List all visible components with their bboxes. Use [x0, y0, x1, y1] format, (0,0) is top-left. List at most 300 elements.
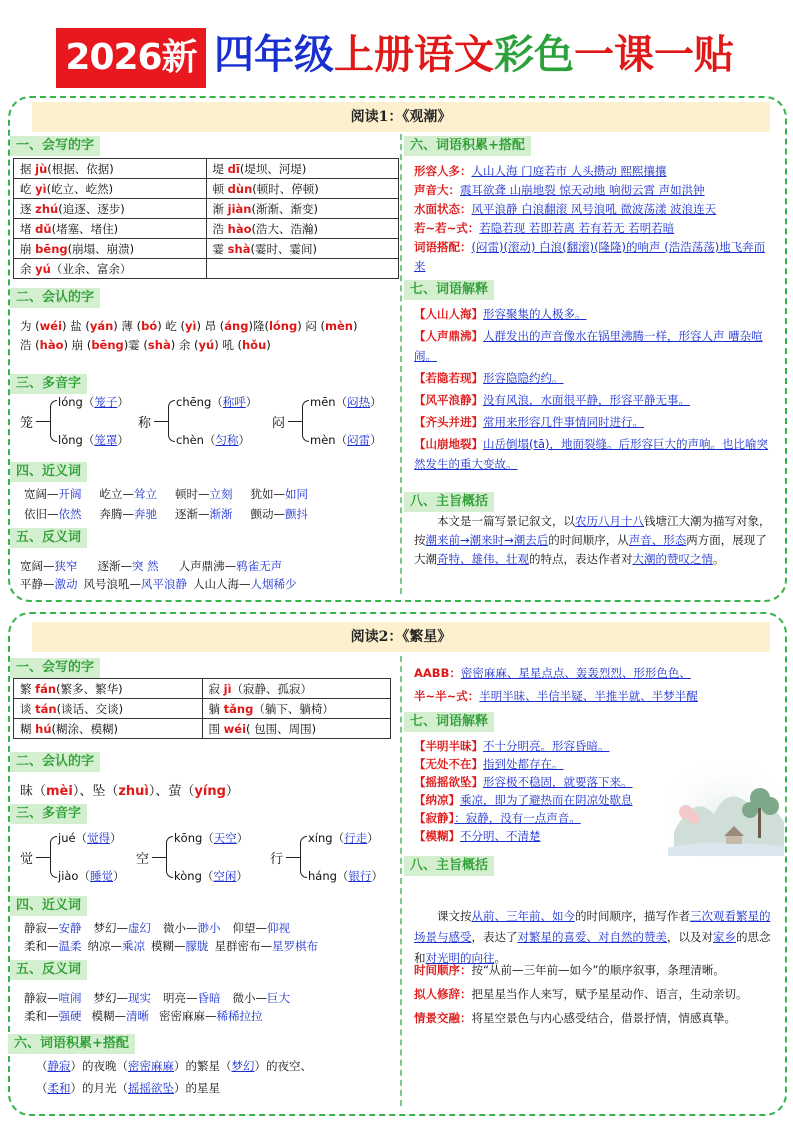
rec-char: ) — [352, 319, 358, 333]
accumulation-words: (闷雷)(滚动) 白浪(翻滚)(隆隆)的响声 (浩浩荡荡)地飞奔而来 — [414, 240, 766, 273]
accumulation-label: 词语搭配： — [414, 240, 472, 254]
explanation-definition: 人群发出的声音像水在锅里沸腾一样，形容人声 嘈杂喧闹。 — [414, 329, 763, 363]
reading-pinyin: lóng（ — [58, 395, 95, 409]
rec-pinyin: lóng — [268, 319, 298, 333]
polyphone-char: 称 — [138, 416, 152, 431]
polyphone-reading — [308, 830, 379, 846]
underlined-phrase: 静寂 — [47, 1059, 71, 1073]
pair-match: 稀稀拉拉 — [216, 1009, 263, 1023]
pair-word: 犹如— — [250, 487, 285, 501]
explanation-definition: 形容聚集的人极多。 — [483, 307, 587, 321]
reading-pinyin: háng（ — [308, 869, 349, 883]
l1-char: 崩 — [20, 241, 36, 256]
rec-char: ) — [266, 338, 271, 352]
reading-word: 匀称 — [215, 433, 239, 447]
pair-match: 强硬 — [58, 1009, 82, 1023]
pair-match: 乘凉 — [122, 939, 145, 953]
note-text: 按“从前—三年前—如今”的顺序叙事，条理清晰。 — [471, 963, 725, 977]
l1-summary — [414, 512, 772, 569]
underlined-phrase: 密密麻麻 — [128, 1059, 174, 1073]
rec-char: ） — [225, 784, 239, 799]
polyphone-reading — [58, 830, 122, 846]
explanation-term: 【纳凉】 — [414, 793, 460, 807]
pair-word: 顿时— — [175, 487, 210, 501]
rec-pinyin: yán — [89, 319, 114, 333]
word-pair — [251, 487, 309, 501]
table-cell — [206, 219, 399, 239]
pair-match: 虚幻 — [128, 921, 151, 935]
l1-pinyin: jiàn — [227, 201, 252, 216]
l1-s4-heading: 四、近义词 — [10, 462, 87, 482]
underlined-phrase: 奇特、雄伟、壮观 — [437, 552, 529, 566]
text-fragment: 。 — [713, 552, 725, 566]
rec-pinyin: hǒu — [241, 338, 267, 352]
l1-pinyin: dùn — [227, 181, 253, 196]
table-cell — [14, 239, 207, 259]
rec-pinyin: hào — [39, 338, 64, 352]
table-cell — [14, 679, 203, 699]
polyphone-char: 行 — [270, 852, 284, 867]
note-text: 将星空景色与内心感受结合，借景抒情，情感真挚。 — [471, 1011, 736, 1025]
l1-synonyms-line2 — [24, 506, 326, 522]
polyphone-char: 觉 — [20, 852, 34, 867]
l1-antonyms-line2 — [20, 576, 303, 592]
word-pair — [163, 921, 221, 935]
word-pair — [175, 507, 233, 521]
word-pair — [179, 559, 283, 573]
l1-pinyin: bēng — [35, 241, 68, 256]
pair-match: 渐渐 — [209, 507, 233, 521]
l2-char: 糊 — [20, 721, 36, 736]
polyphone-reading — [58, 868, 124, 884]
word-pair — [20, 559, 78, 573]
l1-recognize-line1 — [20, 318, 357, 334]
pair-word: 微小— — [163, 921, 198, 935]
pair-word: 逐渐— — [97, 559, 132, 573]
l2-antonyms-line1 — [24, 990, 302, 1006]
brace-icon — [168, 400, 175, 442]
l2-aabb-label: AABB： — [414, 666, 461, 680]
table-cell — [202, 719, 391, 739]
note-item — [414, 960, 774, 981]
pair-match: 安静 — [58, 921, 82, 935]
text-fragment: ，以及对 — [667, 930, 713, 944]
l2-synonyms-line1 — [24, 920, 302, 936]
accumulation-label: 水面状态： — [414, 202, 472, 216]
reading-pinyin: kōng（ — [174, 831, 214, 845]
l1-char: 霎 — [212, 241, 228, 256]
brace-stem — [36, 857, 50, 858]
reading-pinyin: chèn（ — [176, 433, 216, 447]
l2-pinyin: fán — [35, 681, 57, 696]
rec-pinyin: áng — [224, 319, 249, 333]
reading-pinyin: jiào（ — [58, 869, 90, 883]
polyphone-reading — [58, 394, 129, 410]
brace-stem — [288, 421, 302, 422]
l2-ban-line — [414, 688, 698, 704]
l1-pinyin: dī — [227, 161, 240, 176]
reading-word: 睡觉 — [89, 869, 113, 883]
pair-match: 现实 — [128, 991, 151, 1005]
accumulation-line — [414, 238, 774, 276]
reading-pinyin: chēng（ — [176, 395, 223, 409]
l1-words: （业余、富余） — [50, 261, 132, 276]
word-pair — [215, 939, 319, 953]
l1-s1-heading: 一、会写的字 — [10, 136, 100, 156]
l1-pinyin: shà — [227, 241, 251, 256]
accumulation-line — [414, 219, 774, 238]
l1-char: 屹 — [20, 181, 36, 196]
explanation-definition: 不分明、不清楚 — [460, 829, 541, 843]
l1-s3-heading: 三、多音字 — [10, 374, 87, 394]
accumulation-line — [414, 181, 774, 200]
explanation-definition: 山岳倒塌(tā)，地面裂缝。后形容巨大的声响。也比喻突然发生的重大变故。 — [414, 437, 769, 471]
polyphone-char: 笼 — [20, 416, 34, 431]
reading-paren: ） — [238, 433, 250, 447]
reading-paren: ） — [112, 869, 125, 883]
rec-char: ）、坠（ — [72, 784, 119, 799]
l1-char: 堤 — [212, 161, 228, 176]
table-cell — [206, 259, 399, 279]
polyphone-reading — [174, 830, 248, 846]
pair-match: 渺小 — [197, 921, 221, 935]
reading-pinyin: jué（ — [58, 831, 88, 845]
pair-word: 微小— — [232, 991, 267, 1005]
pair-word: 逐渐— — [175, 507, 210, 521]
brace-stem — [286, 857, 300, 858]
reading-paren: ） — [236, 831, 249, 845]
word-pair — [24, 939, 82, 953]
note-text: 把星星当作人来写，赋予星星动作、语言，生动亲切。 — [471, 987, 748, 1001]
l2-char: 繁 — [20, 681, 36, 696]
word-pair — [233, 991, 291, 1005]
table-row — [14, 219, 399, 239]
underlined-phrase: 农历八月十八 — [575, 514, 644, 528]
rec-char: ) 盐 ( — [62, 319, 90, 333]
explanation-definition: 乘凉，即为了避热而在阴凉处歇息 — [460, 793, 633, 807]
text-fragment: 本文是一篇写景记叙文，以 — [437, 514, 575, 528]
pair-match: 仰视 — [267, 921, 290, 935]
explanation-term: 【模糊】 — [414, 829, 460, 843]
rec-char: 浩 ( — [20, 338, 40, 352]
table-cell — [206, 179, 399, 199]
rec-pinyin: shà — [147, 338, 171, 352]
pair-word: 风号浪吼— — [83, 577, 141, 591]
l1-s6-heading: 六、词语积累+搭配 — [404, 136, 531, 156]
accumulation-words: 风平浪静 白浪翻滚 风号浪吼 微波荡漾 波浪连天 — [471, 202, 717, 216]
polyphone-reading — [176, 432, 250, 448]
l2-collocation-line2 — [36, 1080, 220, 1096]
l2-pinyin: tán — [35, 701, 57, 716]
rec-char: 为 ( — [20, 319, 40, 333]
brace-icon — [166, 836, 173, 878]
pair-word: 人声鼎沸— — [178, 559, 237, 573]
accumulation-line — [414, 200, 774, 219]
accumulation-label: 若~若~式： — [414, 221, 480, 235]
polyphone-reading — [310, 432, 382, 448]
l2-pinyin: hú — [35, 721, 52, 736]
pair-match: 激动 — [54, 577, 78, 591]
text-fragment: ）的繁星（ — [174, 1059, 232, 1073]
explanation-item — [414, 412, 774, 432]
pair-match: 耸立 — [134, 487, 157, 501]
l1-words: (崩塌、崩溃) — [67, 241, 135, 256]
l1-pinyin: hào — [227, 221, 252, 236]
table-cell — [14, 199, 207, 219]
l2-char: 谈 — [20, 701, 36, 716]
l1-words: (追逐、逐步) — [58, 201, 125, 216]
title-subject: 上册语文 — [334, 31, 494, 78]
l1-char: 顿 — [212, 181, 228, 196]
l1-words: (堵塞、堵住) — [51, 221, 119, 236]
explanation-term: 【半明半昧】 — [414, 739, 483, 753]
table-cell — [14, 159, 207, 179]
table-cell — [14, 699, 203, 719]
polyphone-reading — [174, 868, 248, 884]
table-cell — [206, 239, 399, 259]
reading-paren: ） — [236, 869, 248, 883]
pair-word: 梦幻— — [93, 991, 128, 1005]
pair-match: 立刻 — [209, 487, 233, 501]
l1-char: 浩 — [212, 221, 228, 236]
l1-word-table — [13, 158, 399, 279]
page-title — [214, 22, 774, 88]
l2-char: 躺 — [208, 701, 224, 716]
table-cell — [206, 199, 399, 219]
text-fragment: 课文按 — [437, 909, 472, 923]
l1-words: (浩大、浩瀚) — [251, 221, 318, 236]
reading-paren: ） — [370, 433, 382, 447]
pair-word: 柔和— — [24, 1009, 59, 1023]
l1-recognize-line2 — [20, 337, 271, 353]
l2-ban-label: 半~半~式： — [414, 689, 480, 703]
rec-char: ) 闷 ( — [297, 319, 325, 333]
table-cell — [14, 719, 203, 739]
reading-pinyin: mēn（ — [310, 395, 348, 409]
rec-char: ) 余 ( — [170, 338, 199, 352]
polyphone-char: 闷 — [272, 416, 286, 431]
underlined-phrase: 摇摇欲坠 — [128, 1081, 174, 1095]
word-pair — [193, 577, 297, 591]
reading-word: 空闲 — [213, 869, 237, 883]
table-row — [14, 199, 399, 219]
reading-pinyin: xíng（ — [308, 831, 345, 845]
pair-word: 依旧— — [24, 507, 59, 521]
l1-char: 堵 — [20, 221, 36, 236]
explanation-term: 【若隐若现】 — [414, 371, 483, 385]
reading-paren: ） — [245, 395, 258, 409]
reading-paren: ） — [117, 395, 129, 409]
l2-s1-heading: 一、会写的字 — [10, 658, 100, 678]
l1-words: (霎时、霎间) — [250, 241, 317, 256]
word-pair — [24, 1009, 82, 1023]
accumulation-label: 声音大： — [414, 183, 460, 197]
text-fragment: 的思念和 — [414, 930, 771, 965]
lesson1-title: 阅读1：《观潮》 — [32, 102, 770, 132]
table-cell — [202, 679, 391, 699]
pair-word: 明亮— — [163, 991, 198, 1005]
reading-pinyin: lǒng（ — [58, 433, 95, 447]
l2-s7-heading: 七、词语解释 — [404, 712, 494, 732]
note-item — [414, 1008, 774, 1029]
word-pair — [151, 939, 209, 953]
pair-word: 模糊— — [151, 939, 186, 953]
pair-match: 星罗棋布 — [272, 939, 318, 953]
pair-match: 人烟稀少 — [250, 577, 297, 591]
explanation-item — [414, 434, 774, 474]
rec-char: ) 薄 ( — [113, 319, 142, 333]
l1-char: 逐 — [20, 201, 36, 216]
pair-word: 人山人海— — [193, 577, 251, 591]
l1-char: 据 — [20, 161, 36, 176]
l1-pinyin: dǔ — [35, 221, 52, 236]
l2-ban-words: 半明半昧、半信半疑、半推半就、半梦半醒 — [479, 689, 698, 703]
text-fragment: ）的夜空、 — [254, 1059, 312, 1073]
l2-s6-heading: 六、词语积累+搭配 — [8, 1034, 135, 1054]
l2-words: (繁多、繁华) — [56, 681, 123, 696]
pair-word: 仰望— — [232, 921, 267, 935]
reading-word: 闷雷 — [347, 433, 371, 447]
reading-paren: ） — [110, 831, 122, 845]
accumulation-line — [414, 162, 774, 181]
rec-pinyin: zhuì — [118, 784, 149, 799]
reading-word: 天空 — [213, 831, 237, 845]
explanation-item — [414, 828, 684, 844]
explanation-term: 【风平浪静】 — [414, 393, 483, 407]
pair-word: 柔和— — [24, 939, 59, 953]
l1-words: (根据、依据) — [47, 161, 114, 176]
l1-synonyms-line1 — [24, 486, 326, 502]
brace-icon — [50, 836, 57, 878]
pair-word: 静寂— — [24, 991, 59, 1005]
explanation-definition: 常用来形容几件事情同时进行。 — [483, 415, 644, 429]
l1-pinyin: zhú — [35, 201, 59, 216]
pair-word: 密密麻麻— — [159, 1009, 217, 1023]
rec-pinyin: yíng — [194, 784, 226, 799]
pair-word: 静寂— — [24, 921, 59, 935]
l1-words: (顿时、停顿) — [252, 181, 319, 196]
l2-pinyin: tǎng — [223, 701, 254, 716]
l2-char: 围 — [208, 721, 224, 736]
table-cell — [206, 159, 399, 179]
brace-stem — [152, 857, 166, 858]
l2-word-table — [13, 678, 391, 739]
l1-accumulation — [414, 162, 774, 276]
note-item — [414, 984, 774, 1005]
l2-s8-heading: 八、主旨概括 — [404, 856, 494, 876]
rec-pinyin: yì — [185, 319, 197, 333]
text-fragment: ）的星星 — [174, 1081, 220, 1095]
polyphone-reading — [310, 394, 382, 410]
l1-polyphone-group — [0, 394, 400, 454]
table-cell — [14, 259, 207, 279]
l2-s3-heading: 三、多音字 — [10, 804, 87, 824]
l1-pinyin: jù — [35, 161, 48, 176]
brace-icon — [302, 400, 309, 442]
reading-word: 称呼 — [222, 395, 246, 409]
l1-s5-heading: 五、反义词 — [10, 528, 87, 548]
underlined-phrase: 家乡 — [713, 930, 736, 944]
l2-s4-heading: 四、近义词 — [10, 896, 87, 916]
explanation-term: 【无处不在】 — [414, 757, 483, 771]
accumulation-words: 震耳欲聋 山崩地裂 惊天动地 响彻云霄 声如洪钟 — [460, 183, 705, 197]
text-fragment: 。 — [494, 951, 506, 965]
word-pair — [84, 577, 188, 591]
pair-match: 昏暗 — [197, 991, 221, 1005]
rec-pinyin: wéi — [39, 319, 63, 333]
explanation-term: 【人山人海】 — [414, 307, 483, 321]
pair-match: 如同 — [285, 487, 308, 501]
pair-match: 依然 — [58, 507, 82, 521]
l2-polyphone-group — [0, 830, 400, 890]
pair-word: 宽阔— — [24, 487, 59, 501]
explanation-term: 【寂静】 — [414, 811, 455, 825]
accumulation-words: 人山人海 门庭若市 人头攒动 熙熙攘攘 — [471, 164, 667, 178]
rec-char: ）、萤（ — [148, 784, 195, 799]
reading-word: 觉得 — [87, 831, 111, 845]
rec-char: 昧（ — [20, 784, 47, 799]
explanation-item — [414, 368, 774, 388]
pair-match: 突 然 — [132, 559, 159, 573]
underlined-phrase: 声音、形态 — [628, 533, 687, 547]
title-series: 一课一贴 — [574, 31, 734, 78]
underlined-phrase: 从前、三年前、如今 — [471, 909, 575, 923]
rec-pinyin: mèi — [46, 784, 73, 799]
l2-words: (谈话、交谈) — [56, 701, 124, 716]
l2-s2-heading: 二、会认的字 — [10, 752, 100, 772]
table-row — [14, 719, 391, 739]
brace-icon — [300, 836, 307, 878]
brace-stem — [154, 421, 168, 422]
table-row — [14, 159, 399, 179]
word-pair — [88, 939, 146, 953]
reading-word: 银行 — [348, 869, 372, 883]
table-row — [14, 239, 399, 259]
reading-pinyin: kòng（ — [174, 869, 214, 883]
l1-char: 余 — [20, 261, 36, 276]
title-color: 彩色 — [494, 31, 574, 78]
brace-stem — [36, 421, 50, 422]
text-fragment: ）的夜晚（ — [70, 1059, 128, 1073]
l2-pinyin: wéi — [223, 721, 247, 736]
pair-match: 风平浪静 — [141, 577, 187, 591]
reading-word: 行走 — [344, 831, 368, 845]
lesson2-divider — [400, 656, 402, 1106]
reading-word: 闷热 — [347, 395, 371, 409]
pair-word: 颤动— — [250, 507, 285, 521]
landscape-illustration — [664, 752, 788, 864]
word-pair — [24, 991, 82, 1005]
pair-match: 喧闹 — [58, 991, 82, 1005]
polyphone-reading — [58, 432, 129, 448]
reading-paren: ） — [370, 395, 382, 409]
table-cell — [14, 219, 207, 239]
reading-paren: ） — [367, 831, 379, 845]
reading-word: 笼子 — [94, 395, 118, 409]
l1-s7-heading: 七、词语解释 — [404, 280, 494, 300]
l2-recognize-line — [20, 780, 239, 799]
word-pair — [24, 921, 82, 935]
l1-words: (渐渐、渐变) — [251, 201, 318, 216]
l1-s8-heading: 八、主旨概括 — [404, 492, 494, 512]
l2-words: （寂静、孤寂） — [231, 681, 313, 696]
rec-pinyin: bó — [141, 319, 158, 333]
rec-pinyin: yú — [198, 338, 215, 352]
rec-pinyin: bēng — [91, 338, 124, 352]
explanation-item — [414, 390, 774, 410]
word-pair — [100, 507, 158, 521]
table-row — [14, 259, 399, 279]
